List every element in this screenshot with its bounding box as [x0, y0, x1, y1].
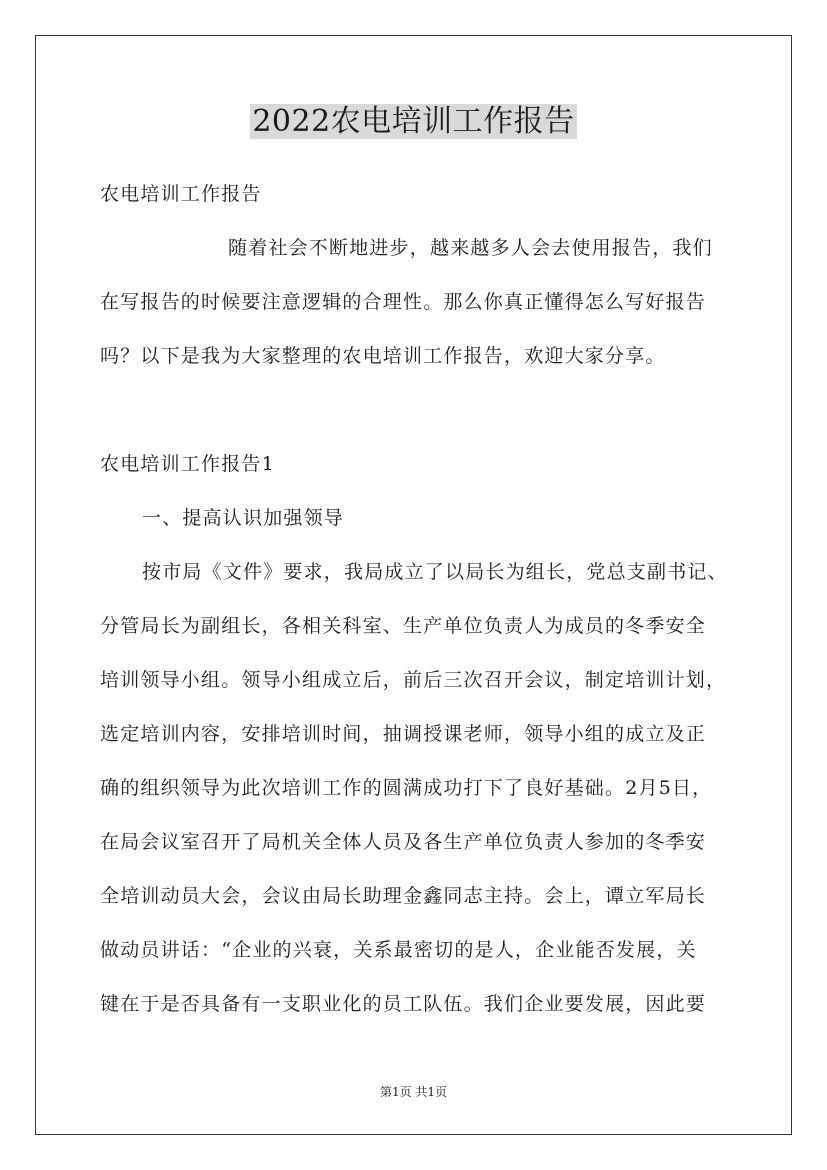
- body-line: 做动员讲话：“企业的兴衰，关系最密切的是人，企业能否发展，关: [100, 939, 697, 961]
- body-line: 选定培训内容，安排培训时间，抽调授课老师，领导小组的成立及正: [100, 723, 707, 745]
- body-line: 在局会议室召开了局机关全体人员及各生产单位负责人参加的冬季安: [100, 831, 707, 853]
- subsection-heading: 一、提高认识加强领导: [142, 507, 345, 529]
- intro-line-3: 吗？以下是我为大家整理的农电培训工作报告，欢迎大家分享。: [100, 345, 666, 367]
- section-heading: 农电培训工作报告1: [100, 453, 275, 475]
- intro-line-2: 在写报告的时候要注意逻辑的合理性。那么你真正懂得怎么写好报告: [100, 291, 707, 313]
- body-line: 培训领导小组。领导小组成立后，前后三次召开会议，制定培训计划，: [100, 669, 727, 691]
- body-line: 分管局长为副组长，各相关科室、生产单位负责人为成员的冬季安全: [100, 615, 707, 637]
- body-line: 确的组织领导为此次培训工作的圆满成功打下了良好基础。2月5日，: [100, 777, 713, 799]
- page-footer: 第1页 共1页: [379, 1085, 448, 1099]
- body-line: 按市局《文件》要求，我局成立了以局长为组长，党总支副书记、: [142, 561, 728, 583]
- body-line: 键在于是否具备有一支职业化的员工队伍。我们企业要发展，因此要: [100, 993, 707, 1015]
- body-line: 全培训动员大会，会议由局长助理金鑫同志主持。会上，谭立军局长: [100, 885, 707, 907]
- intro-line-1: 随着社会不断地进步，越来越多人会去使用报告，我们: [228, 237, 713, 259]
- document-title-text: 2022农电培训工作报告: [252, 104, 575, 139]
- document-title: [0, 102, 827, 142]
- document-subtitle: 农电培训工作报告: [100, 183, 262, 205]
